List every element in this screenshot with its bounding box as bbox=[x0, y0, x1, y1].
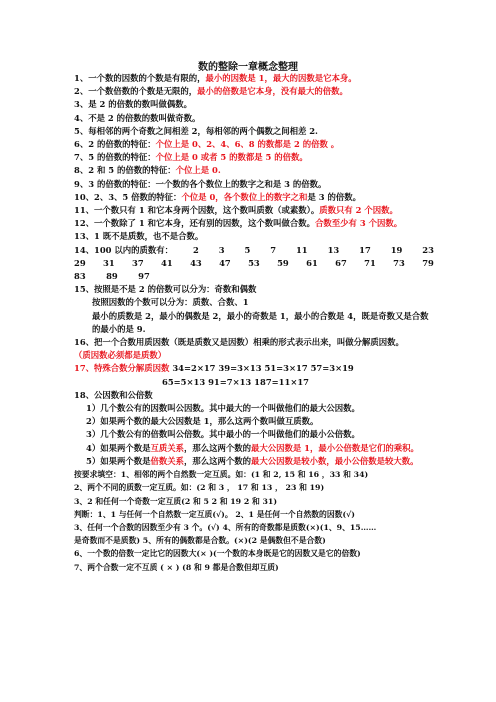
item-18-sub-4-text: 4）如果两个数是 bbox=[86, 442, 151, 453]
item-18-sub-4-highlight: 最大公因数是 1，最小公倍数是它们的乘积。 bbox=[250, 442, 419, 453]
item-17-examples-2: 65=5×13 91=7×13 187=11×17 bbox=[162, 376, 310, 387]
prime: 31 bbox=[103, 257, 115, 268]
fill-in-2: 2、两个不同的质数一定互质。如：(2 和 3 ， 17 和 13 ， 23 和 19) bbox=[74, 483, 325, 493]
document-body bbox=[74, 72, 434, 574]
item-7-text: 7、5 的倍数的特征： bbox=[74, 152, 156, 163]
prime: 61 bbox=[306, 257, 318, 268]
item-12-text: 12、一个数除了 1 和它本身，还有别的因数，这个数叫做合数。 bbox=[74, 218, 316, 229]
prime: 23 bbox=[422, 244, 434, 255]
item-17 bbox=[74, 362, 434, 375]
item-3: 3、是 2 的倍数的数叫做偶数。 bbox=[74, 99, 192, 110]
item-10-tail: 是 3 的倍数。 bbox=[307, 191, 361, 202]
item-9: 9、3 的倍数的特征：一个数的各个数位上的数字之和是 3 的倍数。 bbox=[74, 178, 327, 189]
item-18-sub-4 bbox=[74, 442, 434, 455]
prime: 41 bbox=[161, 257, 173, 268]
item-18-sub-3: 3）几个数公有的倍数叫公倍数。其中最小的一个叫做他们的最小公倍数。 bbox=[86, 429, 360, 440]
item-14-row-3 bbox=[74, 270, 434, 283]
item-18: 18、公因数和公倍数 bbox=[74, 389, 153, 400]
item-18-sub-2: 2）如果两个数的最大公因数是 1，那么这两个数叫做互质数。 bbox=[86, 416, 319, 427]
item-11-text: 11、一个数只有 1 和它本身两个因数，这个数叫质数（或素数）。 bbox=[74, 205, 320, 216]
prime: 71 bbox=[364, 257, 376, 268]
prime: 7 bbox=[270, 244, 277, 255]
item-1-text: 1、一个数的因数的个数是有限的， bbox=[74, 73, 206, 83]
prime: 89 bbox=[106, 271, 118, 282]
judge-3: 是奇数而不是质数) 5、所有的偶数都是合数。(×)(2 是偶数但不是合数) bbox=[74, 536, 326, 546]
item-12-highlight: 合数至少有 3 个因数。 bbox=[315, 218, 403, 229]
prime: 5 bbox=[244, 244, 251, 255]
item-14-row-1 bbox=[74, 244, 434, 257]
prime: 83 bbox=[74, 271, 86, 282]
prime: 3 bbox=[218, 244, 225, 255]
item-17-examples: 34=2×17 39=3×13 51=3×17 57=3×19 bbox=[169, 363, 354, 374]
item-18-sub-5-keyword: 倍数关系 bbox=[150, 455, 184, 466]
item-5: 5、每相邻的两个奇数之间相差 2，每相邻的两个偶数之间相差 2. bbox=[74, 125, 318, 136]
prime: 59 bbox=[277, 257, 289, 268]
item-11 bbox=[74, 204, 434, 217]
item-6-text: 6、2 的倍数的特征： bbox=[74, 139, 156, 150]
item-1-highlight: 最小的因数是 1，最大的因数是它本身。 bbox=[205, 73, 357, 83]
item-8-highlight: 个位上是 0. bbox=[175, 165, 221, 176]
item-7-highlight: 个位上是 0 或者 5 的数都是 5 的倍数。 bbox=[155, 152, 308, 163]
item-10-text: 10、2、3、5 倍数的特征： bbox=[74, 191, 182, 202]
item-10 bbox=[74, 191, 434, 204]
item-10-highlight: 个位是 0，各个数位上的数字之和 bbox=[181, 191, 308, 202]
item-2-text: 2、一个数倍数的个数是无限的， bbox=[74, 86, 198, 97]
item-18-sub-5-highlight: 最大公因数是较小数，最小公倍数是较大数。 bbox=[250, 455, 419, 466]
item-18-sub-5-text-2: ，那么这两个数的 bbox=[183, 455, 251, 466]
item-17-highlight: 17、特殊合数分解质因数 bbox=[74, 363, 170, 374]
prime: 13 bbox=[327, 244, 340, 255]
item-2-highlight: 最小的倍数是它本身，没有最大的倍数。 bbox=[197, 86, 348, 97]
item-8-text: 8、2 和 5 的倍数的特征： bbox=[74, 165, 176, 176]
judge-1: 判断：1、1 与任何一个自然数一定互质(√)。 2、1 是任何一个自然数的因数(√) bbox=[74, 509, 355, 519]
item-11-highlight: 质数只有 2 个因数。 bbox=[319, 205, 398, 216]
item-18-sub-5-text: 5）如果两个数是 bbox=[86, 455, 151, 466]
item-4: 4、不是 2 的倍数的数叫做奇数。 bbox=[74, 112, 201, 123]
prime: 97 bbox=[138, 271, 150, 282]
prime: 37 bbox=[132, 257, 144, 268]
prime: 2 bbox=[192, 244, 199, 255]
judge-4: 6、一个数的倍数一定比它的因数大(× )(一个数的本身既是它的因数又是它的倍数) bbox=[74, 549, 361, 559]
prime: 73 bbox=[393, 257, 405, 268]
item-15: 15、按照是不是 2 的倍数可以分为：奇数和偶数 bbox=[74, 284, 257, 295]
item-14-label: 14、100 以内的质数有： bbox=[74, 244, 174, 255]
item-13: 13、1 既不是质数，也不是合数。 bbox=[74, 231, 204, 242]
fill-in-3: 3、2 和任何一个奇数一定互质(2 和 5 2 和 19 2 和 31) bbox=[74, 496, 278, 506]
prime: 67 bbox=[335, 257, 347, 268]
item-15-sub-2: 最小的质数是 2，最小的偶数是 2，最小的奇数是 1，最小的合数是 4，既是奇数又是合数的最小的是 9. bbox=[92, 310, 429, 334]
prime: 11 bbox=[295, 244, 308, 255]
item-1 bbox=[74, 72, 434, 85]
item-18-sub-4-text-2: ，那么这两个数的 bbox=[183, 442, 251, 453]
item-6 bbox=[74, 138, 434, 151]
document-title: 数的整除一章概念整理 bbox=[198, 62, 298, 73]
item-12 bbox=[74, 217, 434, 230]
item-7 bbox=[74, 151, 434, 164]
item-6-highlight: 个位上是 0、2、4、6、8 的数都是 2 的倍数 。 bbox=[155, 139, 340, 150]
judge-5: 7、两个合数一定不互质 ( × ) (8 和 9 都是合数但却互质) bbox=[74, 562, 279, 572]
item-15-sub-1: 按照因数的个数可以分为：质数、合数、1 bbox=[92, 297, 249, 308]
item-18-sub-4-keyword: 互质关系 bbox=[150, 442, 184, 453]
item-18-sub-1: 1）几个数公有的因数叫公因数。其中最大的一个叫做他们的最大公因数。 bbox=[86, 403, 360, 414]
prime: 17 bbox=[359, 244, 371, 255]
prime: 79 bbox=[422, 257, 434, 268]
item-16-note: （质因数必须都是质数） bbox=[74, 350, 167, 361]
item-2 bbox=[74, 85, 434, 98]
item-14-row-2 bbox=[74, 257, 434, 270]
item-16: 16、把一个合数用质因数（既是质数又是因数）相乘的形式表示出来，叫做分解质因数。 bbox=[74, 337, 404, 348]
judge-2: 3、任何一个合数的因数至少有 3 个。(√) 4、所有的奇数都是质数(×)(1、9、15…… bbox=[74, 522, 377, 532]
item-8 bbox=[74, 164, 434, 177]
prime: 29 bbox=[74, 257, 86, 268]
prime: 53 bbox=[248, 257, 260, 268]
prime: 47 bbox=[219, 257, 231, 268]
prime: 19 bbox=[390, 244, 403, 255]
fill-in-1: 按要求填空：1、相邻的两个自然数一定互质。如：(1 和 2, 15 和 16 ，33 和 34) bbox=[74, 470, 369, 480]
item-18-sub-5 bbox=[74, 455, 434, 468]
prime: 43 bbox=[190, 257, 202, 268]
